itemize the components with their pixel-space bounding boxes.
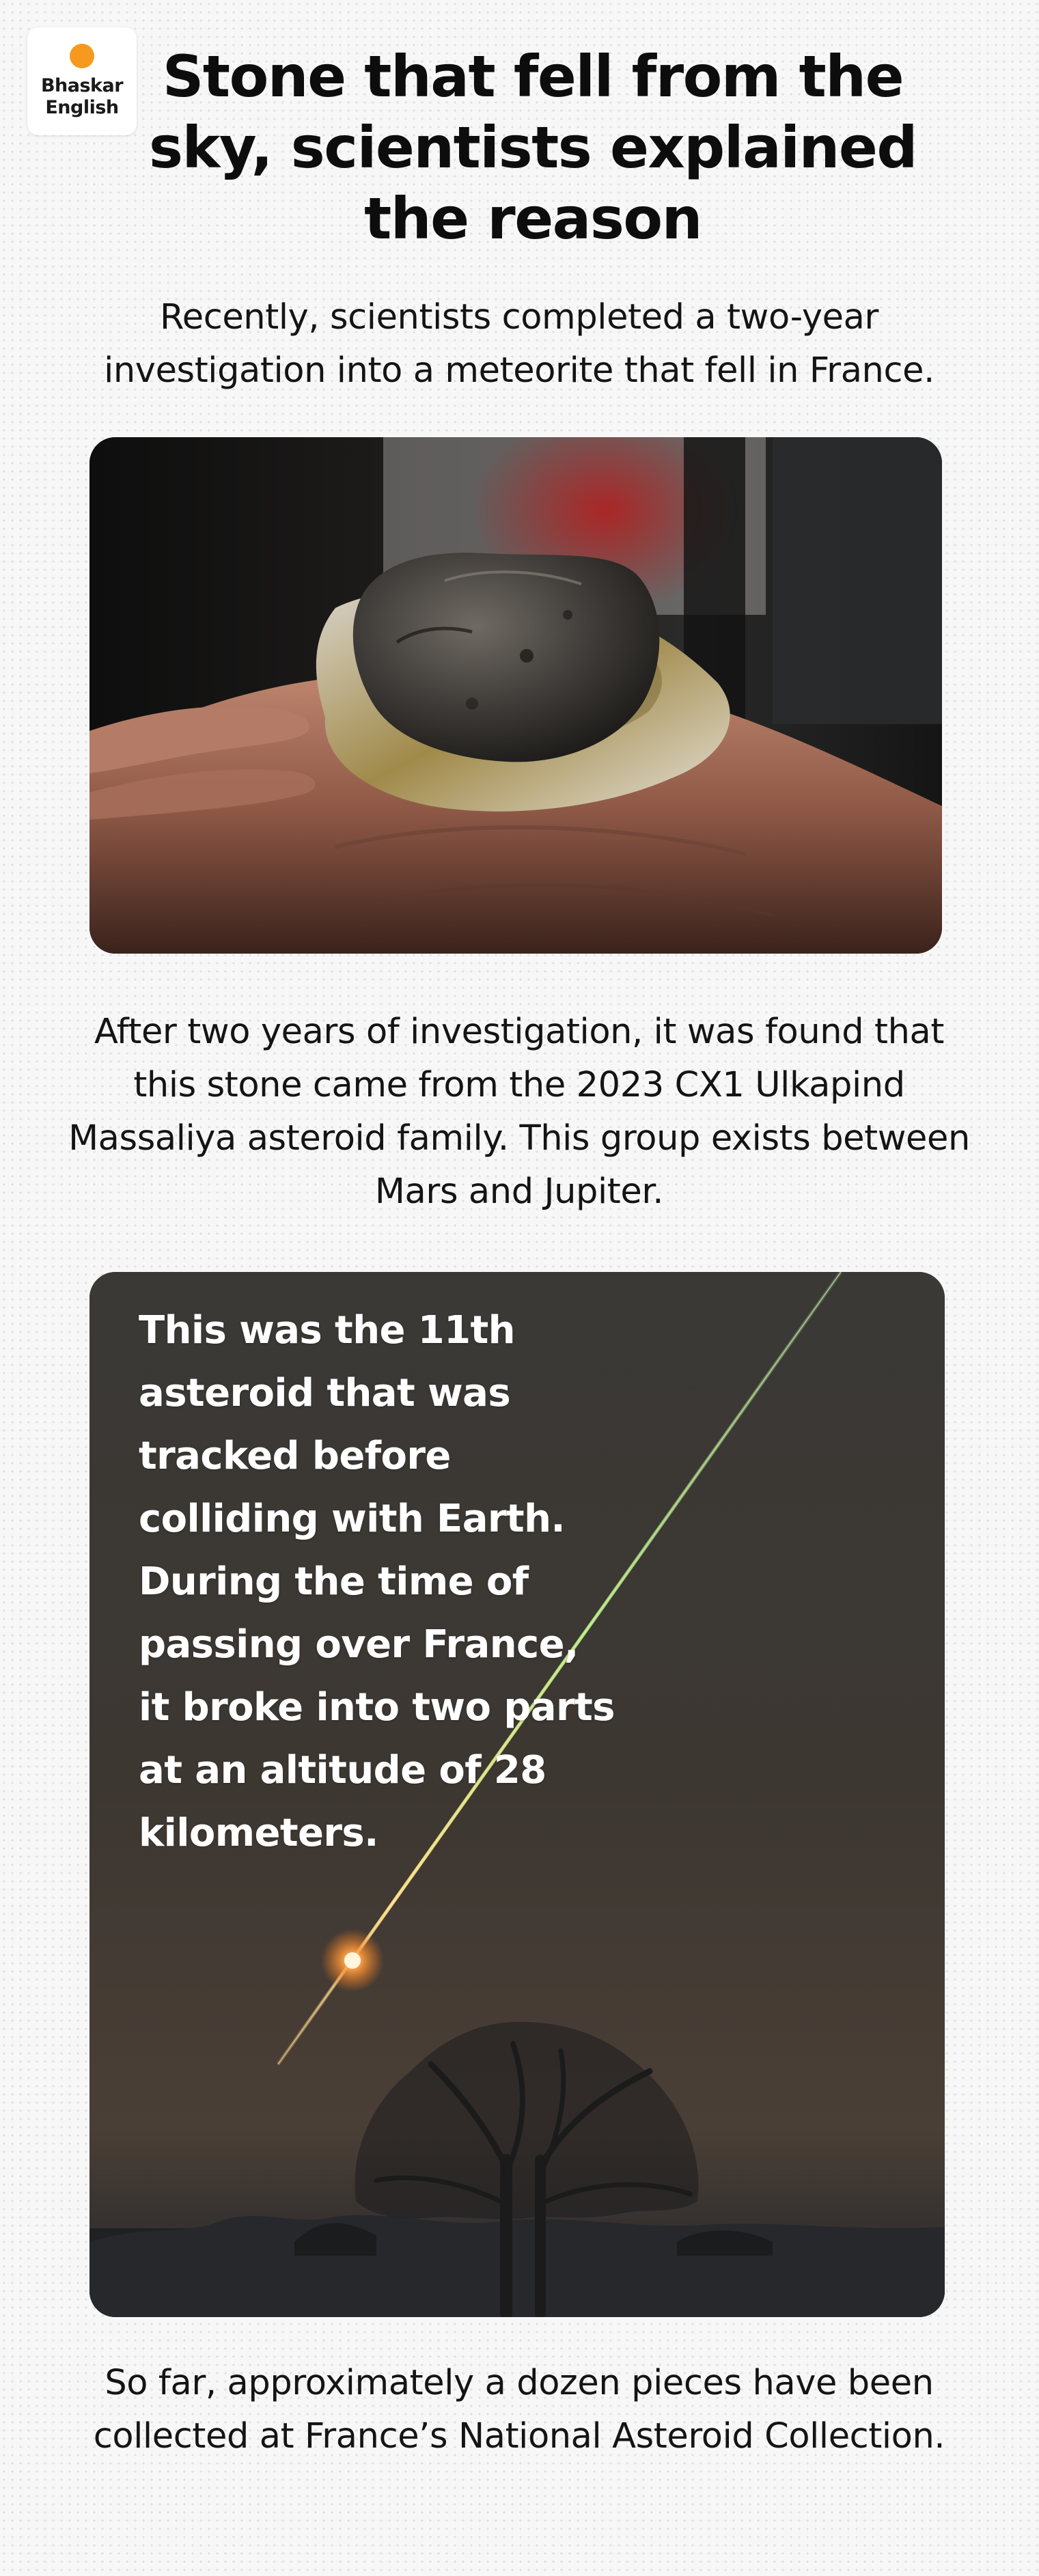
- finding-paragraph: After two years of investigation, it was found that this stone came from the 2023 CX1 Ulkapind Massaliya asteroid family. This group exists between Mars and Jupiter.: [68, 1012, 970, 1212]
- intro-paragraph: Recently, scientists completed a two-year investigation into a meteorite that fell in France.: [104, 297, 934, 391]
- meteorite-in-hand-illustration: [89, 437, 942, 954]
- meteorite-photo: [89, 437, 942, 954]
- conclusion-paragraph: So far, approximately a dozen pieces have been collected at France’s National Asteroid Collection.: [93, 2363, 945, 2456]
- logo-dot-icon: [70, 44, 94, 68]
- brand-name: Bhaskar English: [40, 75, 124, 118]
- brand-logo[interactable]: [27, 27, 137, 135]
- page-title: Stone that fell from the sky, scientists explained the reason: [149, 43, 917, 252]
- fireball-photo: [89, 1272, 945, 2317]
- fireball-overlay-text: This was the 11th asteroid that was tracked before colliding with Earth. During the time of passing over France, it broke into two parts at an altitude of 28 kilometers.: [139, 1308, 615, 1855]
